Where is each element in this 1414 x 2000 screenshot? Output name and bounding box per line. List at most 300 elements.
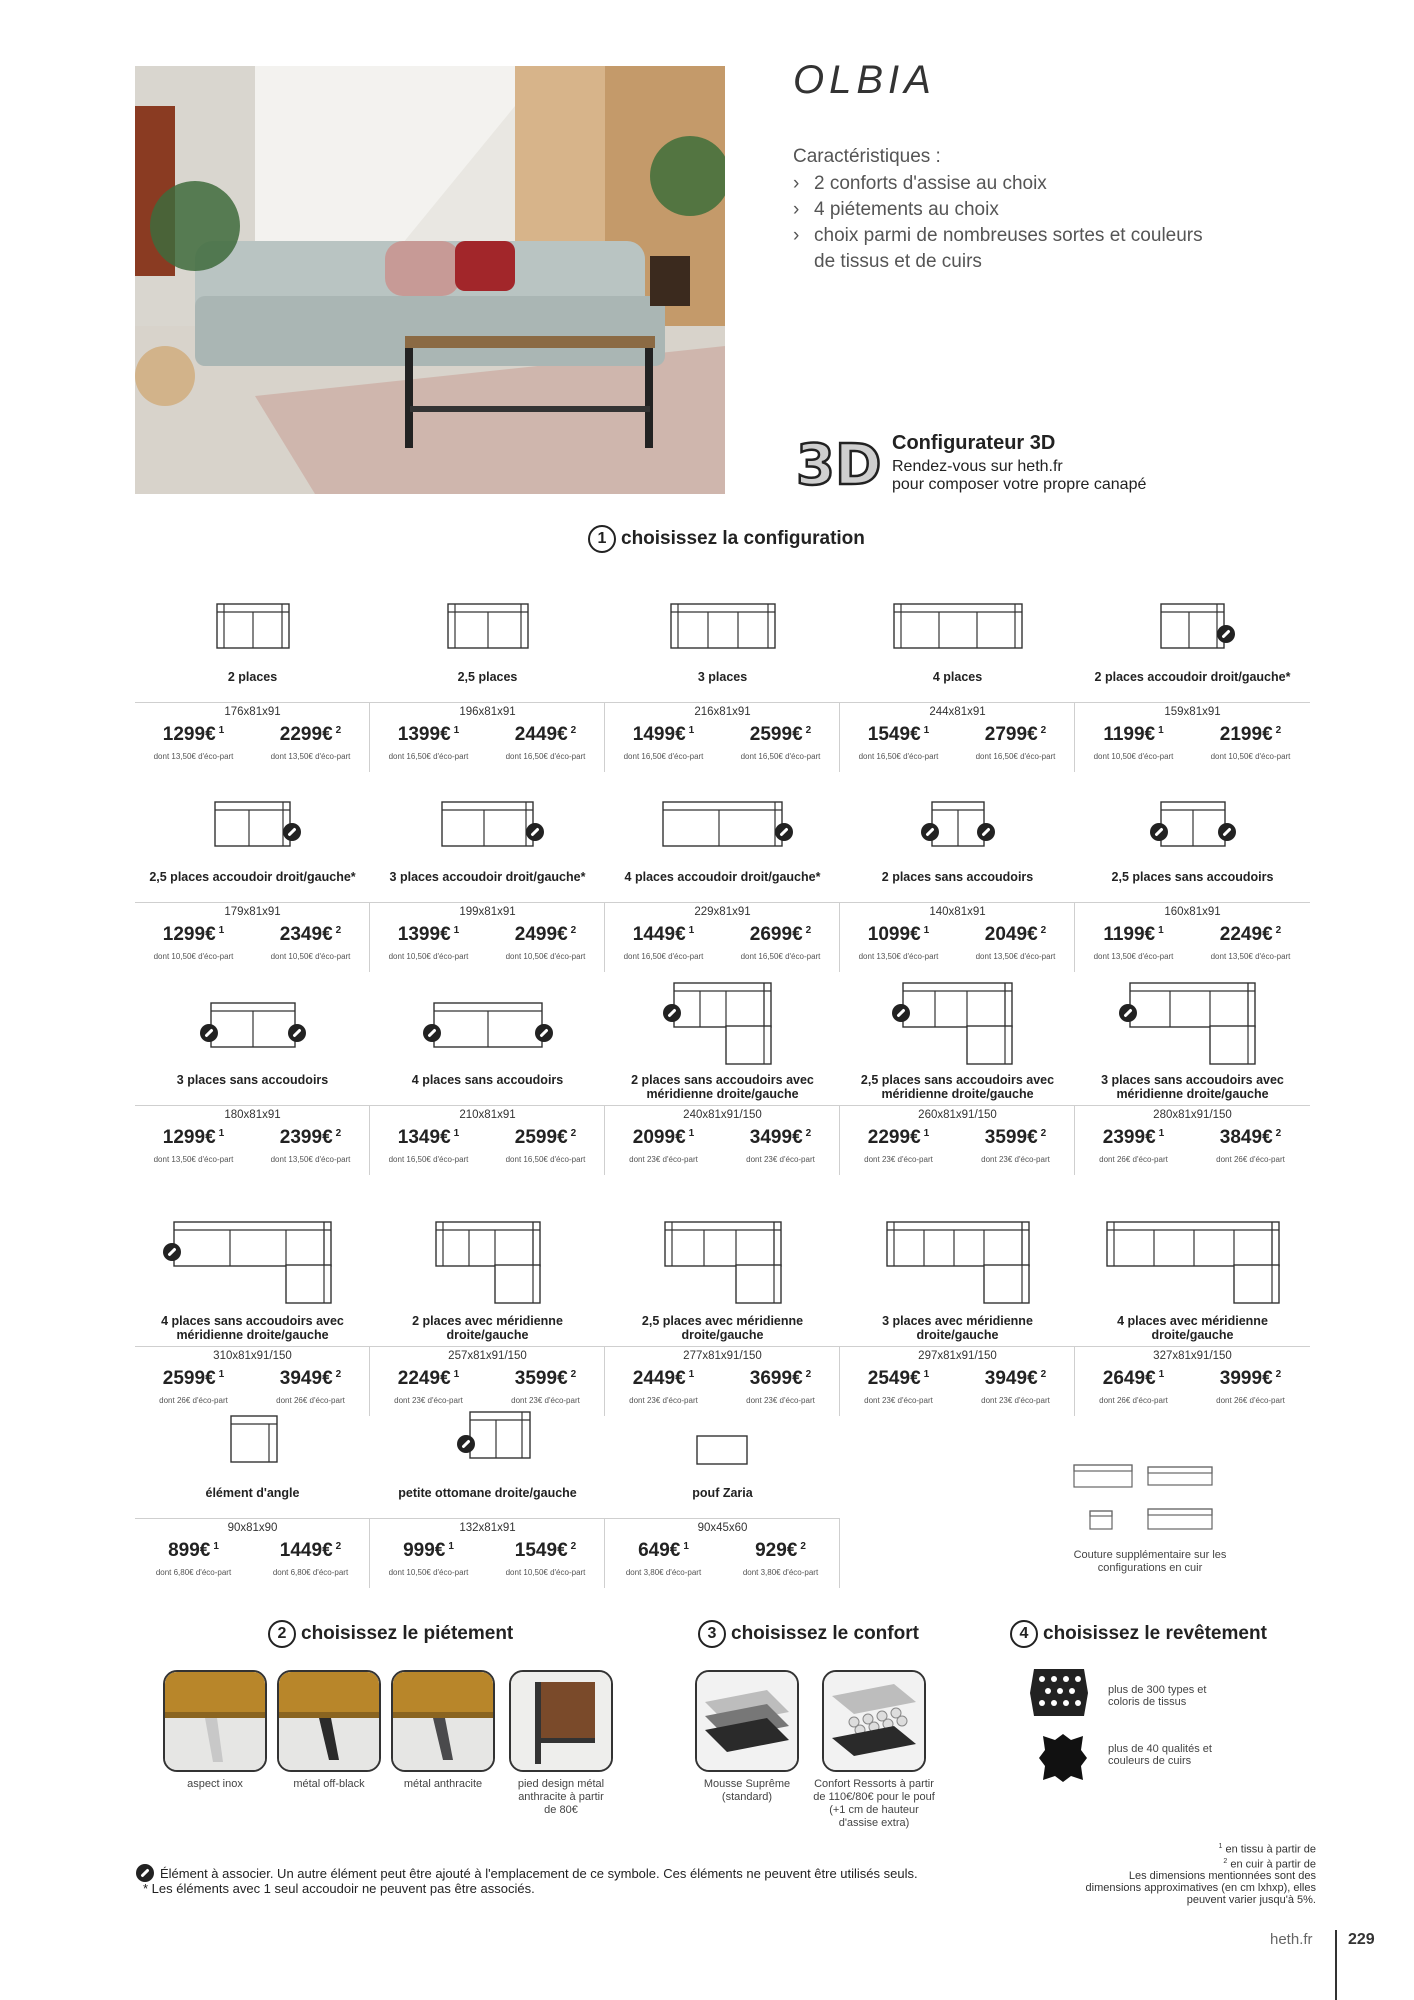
price-value: 3599€ — [984, 1127, 1038, 1148]
product-photo — [135, 66, 725, 494]
product-dimensions: 159x81x91 — [1164, 706, 1221, 718]
price-leather — [252, 924, 369, 946]
eco-participation: dont 10,50€ d'éco-part — [388, 1568, 469, 1577]
divider — [840, 902, 1075, 903]
legend-text-1: Élément à associer. Un autre élément peut être ajouté à l'emplacement de ce symbole. Ces éléments ne peuvent être utilisés seuls. — [160, 1866, 918, 1881]
price-footnote-marker: 2 — [1040, 1369, 1047, 1380]
price-footnote-marker: 2 — [570, 1369, 577, 1380]
price-value: 2249€ — [397, 1368, 451, 1389]
link-icon — [921, 823, 939, 841]
sofa-diagram-icon — [135, 981, 370, 1085]
price-value: 1099€ — [867, 924, 921, 945]
eco-participation: dont 13,50€ d'éco-part — [153, 752, 234, 761]
link-icon — [526, 823, 544, 841]
price-leather — [487, 1540, 604, 1562]
price-value: 1299€ — [162, 1127, 216, 1148]
divider — [1075, 1346, 1310, 1347]
divider — [1075, 1105, 1310, 1106]
feature-item: › 2 conforts d'assise au choix — [793, 171, 1203, 197]
product-dimensions: 199x81x91 — [459, 906, 516, 918]
product-name: 3 places avec méridienne droite/gauche — [882, 1314, 1033, 1342]
eco-participation: dont 16,50€ d'éco-part — [388, 752, 469, 761]
price-footnote-marker: 2 — [1040, 925, 1047, 936]
price-value: 3949€ — [984, 1368, 1038, 1389]
divider — [370, 1105, 605, 1106]
eco-participation: dont 13,50€ d'éco-part — [1093, 952, 1174, 961]
price-fabric — [840, 724, 957, 746]
link-icon — [663, 1004, 681, 1022]
eco-participation: dont 10,50€ d'éco-part — [1093, 752, 1174, 761]
comfort-option-mousse[interactable] — [690, 1670, 804, 1804]
price-value: 1199€ — [1103, 924, 1156, 945]
product-name: 3 places — [697, 670, 748, 684]
price-footnote-marker: 2 — [570, 725, 577, 736]
price-footnote-marker: 1 — [218, 725, 225, 736]
link-icon — [535, 1024, 553, 1042]
price-fabric — [370, 1127, 487, 1149]
eco-participation: dont 16,50€ d'éco-part — [975, 752, 1056, 761]
price-fabric — [135, 1540, 252, 1562]
eco-participation: dont 26€ d'éco-part — [276, 1396, 345, 1405]
fn-4: dimensions approximatives (en cm lxhxp), elles — [1085, 1882, 1316, 1895]
price-leather — [957, 924, 1074, 946]
price-fabric — [370, 924, 487, 946]
product-name: pouf Zaria — [692, 1486, 753, 1500]
eco-participation: dont 16,50€ d'éco-part — [858, 752, 939, 761]
link-icon — [1150, 823, 1168, 841]
sofa-diagram-icon — [605, 788, 840, 872]
product-dimensions: 210x81x91 — [459, 1109, 516, 1121]
step-3-heading — [698, 1620, 919, 1648]
price-value: 2299€ — [867, 1127, 921, 1148]
product-dimensions: 180x81x91 — [224, 1109, 281, 1121]
step-label: choisissez le piétement — [301, 1623, 514, 1644]
product-dimensions: 240x81x91/150 — [683, 1109, 762, 1121]
leg-swatch — [163, 1670, 267, 1772]
link-icon — [163, 1243, 181, 1261]
price-value: 1549€ — [514, 1540, 568, 1561]
eco-participation: dont 13,50€ d'éco-part — [1210, 952, 1291, 961]
product-dimensions: 310x81x91/150 — [213, 1350, 292, 1362]
eco-participation: dont 13,50€ d'éco-part — [153, 1155, 234, 1164]
leather-label: plus de 40 qualités et couleurs de cuirs — [1108, 1743, 1212, 1767]
price-value: 3599€ — [514, 1368, 568, 1389]
step-4-heading — [1010, 1620, 1267, 1648]
eco-participation: dont 3,80€ d'éco-part — [742, 1568, 819, 1577]
price-footnote-marker: 1 — [683, 1541, 689, 1552]
price-value: 2599€ — [514, 1127, 568, 1148]
sofa-diagram-icon — [1075, 788, 1310, 872]
divider — [135, 1518, 370, 1519]
sofa-diagram-icon — [370, 590, 605, 668]
price-fabric — [605, 1368, 722, 1390]
divider — [1075, 902, 1310, 903]
divider — [840, 702, 1075, 703]
leather-icon — [1035, 1730, 1091, 1786]
price-value: 999€ — [403, 1540, 446, 1561]
sofa-diagram-icon — [1075, 981, 1310, 1085]
price-footnote-marker: 2 — [805, 925, 812, 936]
divider — [135, 702, 370, 703]
price-value: 2649€ — [1102, 1368, 1156, 1389]
price-footnote-marker: 2 — [335, 725, 342, 736]
eco-participation: dont 16,50€ d'éco-part — [388, 1155, 469, 1164]
price-footnote-marker: 1 — [453, 725, 460, 736]
price-value: 2599€ — [749, 724, 803, 745]
price-footnote-marker: 1 — [1158, 925, 1164, 936]
features-list — [793, 144, 1203, 275]
features-heading: Caractéristiques : — [793, 146, 941, 167]
link-icon — [423, 1024, 441, 1042]
price-footnote-marker: 1 — [688, 925, 695, 936]
price-value: 1299€ — [162, 924, 216, 945]
feature-item: › choix parmi de nombreuses sortes et couleurs — [793, 223, 1203, 249]
leg-swatch — [277, 1670, 381, 1772]
price-fabric — [1075, 724, 1192, 746]
price-value: 1499€ — [632, 724, 686, 745]
eco-participation: dont 26€ d'éco-part — [1216, 1396, 1285, 1405]
price-value: 3949€ — [279, 1368, 333, 1389]
price-fabric — [840, 1368, 957, 1390]
price-leather — [957, 1127, 1074, 1149]
price-value: 1449€ — [632, 924, 686, 945]
legend-line-1 — [135, 1866, 918, 1881]
divider — [840, 1346, 1075, 1347]
price-value: 2449€ — [514, 724, 568, 745]
product-name: 3 places sans accoudoirs avec méridienne droite/gauche — [1101, 1073, 1284, 1101]
price-leather — [722, 1540, 839, 1562]
price-footnote-marker: 1 — [453, 1369, 460, 1380]
sofa-diagram-icon — [605, 1400, 840, 1498]
step-label: choisissez la configuration — [621, 528, 865, 549]
leg-option-inox[interactable] — [160, 1670, 270, 1791]
eco-participation: dont 10,50€ d'éco-part — [388, 952, 469, 961]
comfort-swatch — [822, 1670, 926, 1772]
price-fabric — [840, 1127, 957, 1149]
price-footnote-marker: 2 — [335, 1128, 342, 1139]
price-footnote-marker: 1 — [923, 1369, 930, 1380]
footnotes-right — [1086, 1841, 1316, 1906]
price-value: 2249€ — [1219, 924, 1273, 945]
product-dimensions: 277x81x91/150 — [683, 1350, 762, 1362]
eco-participation: dont 10,50€ d'éco-part — [1210, 752, 1291, 761]
leg-option-design[interactable] — [506, 1670, 616, 1817]
product-name: élément d'angle — [205, 1486, 300, 1500]
product-dimensions: 260x81x91/150 — [918, 1109, 997, 1121]
eco-participation: dont 23€ d'éco-part — [746, 1396, 815, 1405]
eco-participation: dont 16,50€ d'éco-part — [740, 752, 821, 761]
price-fabric — [1075, 924, 1192, 946]
3d-icon — [792, 430, 882, 494]
price-footnote-marker: 2 — [335, 1369, 342, 1380]
price-value: 929€ — [755, 1540, 798, 1561]
price-footnote-marker: 1 — [923, 925, 930, 936]
price-fabric — [370, 1540, 487, 1562]
product-name: 4 places — [932, 670, 983, 684]
price-footnote-marker: 2 — [800, 1541, 806, 1552]
eco-participation: dont 13,50€ d'éco-part — [858, 952, 939, 961]
price-value: 2099€ — [632, 1127, 686, 1148]
price-footnote-marker: 2 — [805, 1369, 812, 1380]
sofa-diagram-icon — [840, 981, 1075, 1085]
price-value: 1399€ — [397, 724, 451, 745]
comfort-label: Mousse Suprême (standard) — [703, 1778, 791, 1803]
product-dimensions: 160x81x91 — [1164, 906, 1221, 918]
price-leather — [487, 924, 604, 946]
link-icon — [200, 1024, 218, 1042]
fn-sup-2: 2 — [1223, 1857, 1228, 1865]
legend-text-2: * Les éléments avec 1 seul accoudoir ne peuvent pas être associés. — [143, 1881, 535, 1896]
price-fabric — [1075, 1368, 1192, 1390]
price-footnote-marker: 1 — [923, 1128, 930, 1139]
divider — [370, 1518, 605, 1519]
price-footnote-marker: 2 — [1040, 725, 1047, 736]
price-leather — [252, 1540, 369, 1562]
leg-label: métal anthracite — [403, 1778, 483, 1790]
product-dimensions: 176x81x91 — [224, 706, 281, 718]
price-footnote-marker: 2 — [1275, 1369, 1282, 1380]
product-dimensions: 90x45x60 — [697, 1522, 748, 1534]
price-footnote-marker: 2 — [570, 925, 577, 936]
product-title: OLBIA — [793, 58, 936, 102]
eco-participation: dont 26€ d'éco-part — [1216, 1155, 1285, 1164]
sofa-diagram-icon — [135, 590, 370, 668]
sofa-diagram-icon — [605, 981, 840, 1085]
divider — [605, 1346, 840, 1347]
price-value: 2449€ — [632, 1368, 686, 1389]
price-value: 2049€ — [984, 924, 1038, 945]
price-footnote-marker: 1 — [923, 725, 930, 736]
step-number: 4 — [1010, 1620, 1038, 1648]
divider — [135, 1346, 370, 1347]
price-value: 2799€ — [984, 724, 1038, 745]
price-value: 3499€ — [749, 1127, 803, 1148]
price-value: 1549€ — [867, 724, 921, 745]
price-footnote-marker: 2 — [335, 925, 342, 936]
eco-participation: dont 10,50€ d'éco-part — [153, 952, 234, 961]
price-footnote-marker: 1 — [218, 925, 225, 936]
price-leather — [1192, 724, 1309, 746]
price-footnote-marker: 2 — [1275, 1128, 1282, 1139]
stitched-sofa-icon — [1060, 1455, 1240, 1545]
leg-option-anthracite[interactable] — [388, 1670, 498, 1791]
eco-participation: dont 16,50€ d'éco-part — [505, 1155, 586, 1164]
price-value: 3699€ — [749, 1368, 803, 1389]
sofa-diagram-icon — [605, 1210, 840, 1310]
configurator-title: Configurateur 3D — [892, 432, 1056, 454]
comfort-swatch — [695, 1670, 799, 1772]
step-number: 2 — [268, 1620, 296, 1648]
product-name: 4 places sans accoudoirs avec méridienne droite/gauche — [161, 1314, 344, 1342]
step-label: choisissez le revêtement — [1043, 1623, 1267, 1644]
price-fabric — [370, 724, 487, 746]
eco-participation: dont 3,80€ d'éco-part — [625, 1568, 702, 1577]
configurator-line2: pour composer votre propre canapé — [892, 476, 1147, 493]
step-number: 3 — [698, 1620, 726, 1648]
price-value: 3999€ — [1219, 1368, 1273, 1389]
price-leather — [957, 724, 1074, 746]
eco-participation: dont 23€ d'éco-part — [629, 1155, 698, 1164]
price-value: 2349€ — [279, 924, 333, 945]
price-footnote-marker: 1 — [218, 1369, 225, 1380]
eco-participation: dont 10,50€ d'éco-part — [270, 952, 351, 961]
sofa-diagram-icon — [370, 1210, 605, 1310]
product-name: 4 places sans accoudoirs — [411, 1073, 564, 1087]
eco-participation: dont 13,50€ d'éco-part — [270, 752, 351, 761]
eco-participation: dont 23€ d'éco-part — [864, 1396, 933, 1405]
link-icon — [135, 1863, 155, 1883]
sofa-diagram-icon — [840, 590, 1075, 668]
price-leather — [1192, 924, 1309, 946]
price-value: 1449€ — [279, 1540, 333, 1561]
price-fabric — [135, 724, 252, 746]
eco-participation: dont 16,50€ d'éco-part — [623, 952, 704, 961]
price-value: 1349€ — [397, 1127, 451, 1148]
price-fabric — [605, 1540, 722, 1562]
product-dimensions: 229x81x91 — [694, 906, 751, 918]
product-dimensions: 327x81x91/150 — [1153, 1350, 1232, 1362]
divider — [135, 1105, 370, 1106]
website-link[interactable]: heth.fr — [1270, 1931, 1313, 1948]
price-leather — [252, 1127, 369, 1149]
price-footnote-marker: 2 — [335, 1541, 342, 1552]
price-fabric — [605, 1127, 722, 1149]
price-leather — [1192, 1127, 1309, 1149]
price-leather — [722, 1368, 839, 1390]
divider — [605, 902, 840, 903]
price-value: 2399€ — [1102, 1127, 1156, 1148]
price-leather — [487, 724, 604, 746]
price-footnote-marker: 2 — [805, 725, 812, 736]
sofa-diagram-icon — [135, 788, 370, 872]
divider — [135, 902, 370, 903]
sofa-diagram-icon — [135, 1400, 370, 1498]
price-value: 2499€ — [514, 924, 568, 945]
product-name: 2 places avec méridienne droite/gauche — [412, 1314, 563, 1342]
price-value: 2399€ — [279, 1127, 333, 1148]
link-icon — [1218, 823, 1236, 841]
eco-participation: dont 23€ d'éco-part — [394, 1396, 463, 1405]
product-name: 2,5 places — [457, 670, 518, 684]
page-divider — [1335, 1930, 1337, 2000]
product-dimensions: 196x81x91 — [459, 706, 516, 718]
price-footnote-marker: 2 — [570, 1541, 577, 1552]
price-leather — [252, 724, 369, 746]
eco-participation: dont 16,50€ d'éco-part — [740, 952, 821, 961]
price-leather — [487, 1127, 604, 1149]
product-dimensions: 179x81x91 — [224, 906, 281, 918]
product-name: petite ottomane droite/gauche — [398, 1486, 577, 1500]
price-footnote-marker: 1 — [1158, 1128, 1165, 1139]
product-name: 2,5 places sans accoudoirs — [1111, 870, 1274, 884]
fn-3: Les dimensions mentionnées sont des — [1128, 1870, 1316, 1883]
price-leather — [722, 924, 839, 946]
link-icon — [288, 1024, 306, 1042]
price-value: 1399€ — [397, 924, 451, 945]
price-footnote-marker: 1 — [688, 1128, 695, 1139]
product-name: 4 places avec méridienne droite/gauche — [1117, 1314, 1268, 1342]
product-name: 2,5 places accoudoir droit/gauche* — [149, 870, 356, 884]
sofa-diagram-icon — [1075, 1210, 1310, 1310]
price-value: 2549€ — [867, 1368, 921, 1389]
price-fabric — [135, 924, 252, 946]
divider — [370, 902, 605, 903]
comfort-option-ressorts[interactable] — [812, 1670, 936, 1830]
eco-participation: dont 10,50€ d'éco-part — [505, 1568, 586, 1577]
price-fabric — [840, 924, 957, 946]
couture-text: Couture supplémentaire sur les configurations en cuir — [1073, 1549, 1227, 1574]
price-leather — [487, 1368, 604, 1390]
eco-participation: dont 26€ d'éco-part — [1099, 1155, 1168, 1164]
price-value: 3849€ — [1219, 1127, 1273, 1148]
sofa-diagram-icon — [605, 590, 840, 668]
price-footnote-marker: 1 — [688, 725, 695, 736]
eco-participation: dont 13,50€ d'éco-part — [975, 952, 1056, 961]
price-fabric — [370, 1368, 487, 1390]
divider — [1075, 702, 1310, 703]
leg-option-off-black[interactable] — [274, 1670, 384, 1791]
product-name: 2 places accoudoir droit/gauche* — [1094, 670, 1291, 684]
product-name: 2 places — [227, 670, 278, 684]
price-value: 1199€ — [1103, 724, 1156, 745]
price-footnote-marker: 1 — [448, 1541, 454, 1552]
link-icon — [977, 823, 995, 841]
eco-participation: dont 23€ d'éco-part — [511, 1396, 580, 1405]
product-dimensions: 216x81x91 — [694, 706, 751, 718]
sofa-diagram-icon — [1075, 590, 1310, 668]
price-value: 899€ — [168, 1540, 211, 1561]
price-footnote-marker: 1 — [453, 1128, 460, 1139]
divider — [605, 702, 840, 703]
fn-1: en tissu à partir de — [1225, 1843, 1316, 1856]
eco-participation: dont 23€ d'éco-part — [629, 1396, 698, 1405]
price-footnote-marker: 2 — [1275, 925, 1282, 936]
leg-label: métal off-black — [293, 1778, 365, 1790]
eco-participation: dont 16,50€ d'éco-part — [623, 752, 704, 761]
product-dimensions: 90x81x90 — [227, 1522, 278, 1534]
eco-participation: dont 23€ d'éco-part — [981, 1155, 1050, 1164]
product-dimensions: 132x81x91 — [459, 1522, 516, 1534]
price-value: 1299€ — [162, 724, 216, 745]
eco-participation: dont 23€ d'éco-part — [864, 1155, 933, 1164]
fabric-icon — [1028, 1665, 1090, 1720]
product-name: 2 places sans accoudoirs — [881, 870, 1034, 884]
sofa-diagram-icon — [370, 1400, 605, 1498]
step-number: 1 — [588, 525, 616, 553]
link-icon — [1217, 625, 1235, 643]
link-icon — [283, 823, 301, 841]
step-2-heading — [268, 1620, 513, 1648]
price-value: 649€ — [638, 1540, 681, 1561]
divider — [605, 1518, 840, 1519]
price-fabric — [1075, 1127, 1192, 1149]
couture-note — [1060, 1455, 1240, 1574]
price-fabric — [135, 1127, 252, 1149]
eco-participation: dont 16,50€ d'éco-part — [505, 752, 586, 761]
price-fabric — [605, 924, 722, 946]
configurator-line1[interactable]: Rendez-vous sur heth.fr — [892, 458, 1063, 475]
fn-5: peuvent varier jusqu'à 5%. — [1186, 1894, 1316, 1907]
link-icon — [1119, 1004, 1137, 1022]
product-dimensions: 257x81x91/150 — [448, 1350, 527, 1362]
price-footnote-marker: 1 — [218, 1128, 225, 1139]
eco-participation: dont 13,50€ d'éco-part — [270, 1155, 351, 1164]
product-name: 3 places accoudoir droit/gauche* — [389, 870, 586, 884]
leg-label: aspect inox — [187, 1778, 243, 1790]
price-value: 2599€ — [162, 1368, 216, 1389]
fabric-label: plus de 300 types et coloris de tissus — [1108, 1684, 1207, 1708]
divider — [605, 1105, 840, 1106]
